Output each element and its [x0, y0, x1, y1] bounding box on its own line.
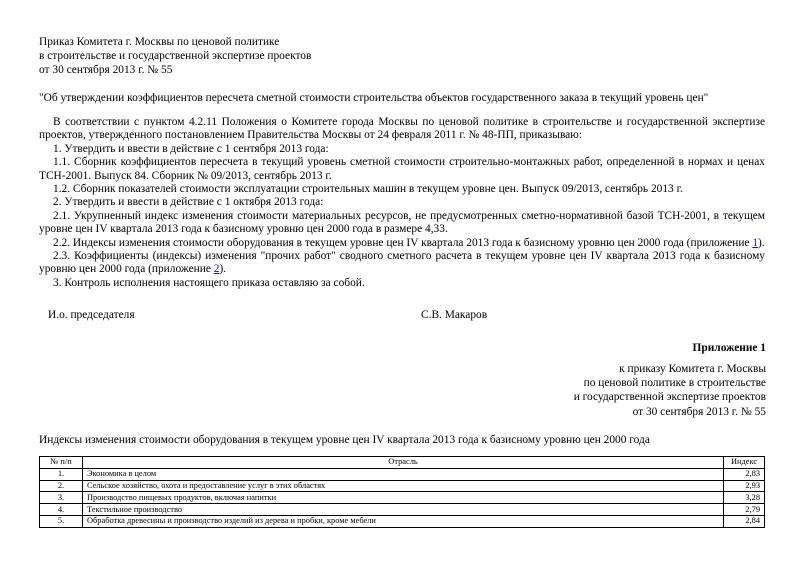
- appendix-title: Приложение 1: [692, 342, 766, 354]
- appendix-1-link[interactable]: 1: [752, 236, 759, 249]
- clause-2: 2. Утвердить и ввести в действие с 1 октября 2013 года:: [53, 196, 324, 209]
- table-row: [40, 468, 765, 480]
- row-branch: Экономика в целом: [83, 468, 724, 480]
- signature-name: С.В. Макаров: [421, 309, 488, 321]
- row-index: 2,83: [724, 468, 765, 480]
- row-number: 1.: [40, 468, 83, 480]
- clause-2-2: [39, 237, 765, 250]
- appendix-reference: [574, 363, 766, 420]
- document-title: "Об утверждении коэффициентов пересчета сметной стоимости строительства объектов государственного заказа в текущий уровень цен": [39, 92, 709, 104]
- appendix-ref-line: от 30 сентября 2013 г. № 55: [632, 405, 766, 418]
- header-index: Индекс: [724, 457, 765, 469]
- appendix-ref-line: к приказу Комитета г. Москвы: [619, 363, 766, 375]
- row-branch: Текстильное производство: [83, 504, 724, 516]
- clause-2-3-text: 2.3. Коэффициенты (индексы) изменения "прочих работ" сводного сметного расчета в текущем уровне цен IV квартала 2013 года к базисному уровню цен 2000 года (приложение: [39, 250, 765, 276]
- clause-2-2-text: 2.2. Индексы изменения стоимости оборудования в текущем уровне цен IV квартала 2013 года к базисному уровню цен 2000 года (приложение: [53, 236, 753, 249]
- clause-2-3: [39, 250, 765, 277]
- appendix-ref-line: и государственной экспертизе проектов: [573, 391, 766, 404]
- row-index: 2,79: [724, 504, 765, 516]
- header-branch: Отрасль: [83, 457, 724, 469]
- table-row: [40, 480, 765, 492]
- table-row: [40, 504, 765, 516]
- clause-2-2-end: ).: [758, 236, 765, 249]
- row-branch: Сельское хозяйство, охота и предоставление услуг в этих областях: [83, 480, 724, 492]
- row-index: 3,28: [724, 492, 765, 504]
- header-number: № п/п: [40, 457, 83, 469]
- header-line: от 30 сентября 2013 г. № 55: [39, 64, 173, 76]
- index-table: [39, 456, 765, 528]
- clause-1-2: 1.2. Сборник показателей стоимости эксплуатации строительных машин в текущем уровне цен. Выпуск 09/2013, сентябрь 2013 г.: [53, 183, 683, 196]
- row-number: 3.: [40, 492, 83, 504]
- row-number: 4.: [40, 504, 83, 516]
- row-number: 5.: [40, 515, 83, 527]
- clause-2-3-end: ).: [219, 263, 227, 276]
- clause-3: 3. Контроль исполнения настоящего приказа оставляю за собой.: [53, 276, 365, 289]
- row-index: 2,84: [724, 515, 765, 527]
- intro-paragraph: В соответствии с пунктом 4.2.11 Положения о Комитете города Москвы по ценовой политике в строительстве и государственной экспертизе проектов, утвержденного постановлением Правительства Москвы от 24 февраля 2011 г. № 48-ПП, приказываю:: [39, 116, 765, 142]
- table-row: [40, 492, 765, 504]
- document-header: [39, 36, 311, 78]
- table-caption: Индексы изменения стоимости оборудования в текущем уровне цен IV квартала 2013 года к базисному уровню цен 2000 года: [39, 434, 650, 446]
- clause-1: 1. Утвердить и ввести в действие с 1 сентября 2013 года:: [53, 142, 329, 155]
- clause-2-1: 2.1. Укрупненный индекс изменения стоимости материальных ресурсов, не предусмотренных сметно-нормативной базой ТСН-2001, в текущем уровне цен IV квартала 2013 года к базисному уровню цен 2000 года в размере 4,33.: [39, 209, 765, 236]
- table-header-row: [40, 457, 765, 469]
- appendix-ref-line: по ценовой политике в строительстве: [583, 377, 766, 390]
- row-branch: Обработка древесины и производство изделий из дерева и пробки, кроме мебели: [83, 515, 724, 527]
- appendix-2-link[interactable]: 2: [213, 263, 220, 276]
- document-body: [39, 116, 765, 290]
- row-index: 2,93: [724, 480, 765, 492]
- header-line: Приказ Комитета г. Москвы по ценовой политике: [39, 36, 280, 48]
- table-row: [40, 515, 765, 527]
- signature-role: И.о. председателя: [48, 309, 135, 321]
- header-line: в строительстве и государственной экспертизе проектов: [39, 50, 312, 62]
- clause-1-1: 1.1. Сборник коэффициентов пересчета в текущий уровень сметной стоимости строительно-монтажных работ, определенной в нормах и ценах ТСН-2001. Выпуск 84. Сборник № 09/2013, сентябрь 2013 г.: [39, 156, 765, 182]
- row-number: 2.: [40, 480, 83, 492]
- row-branch: Производство пищевых продуктов, включая напитки: [83, 492, 724, 504]
